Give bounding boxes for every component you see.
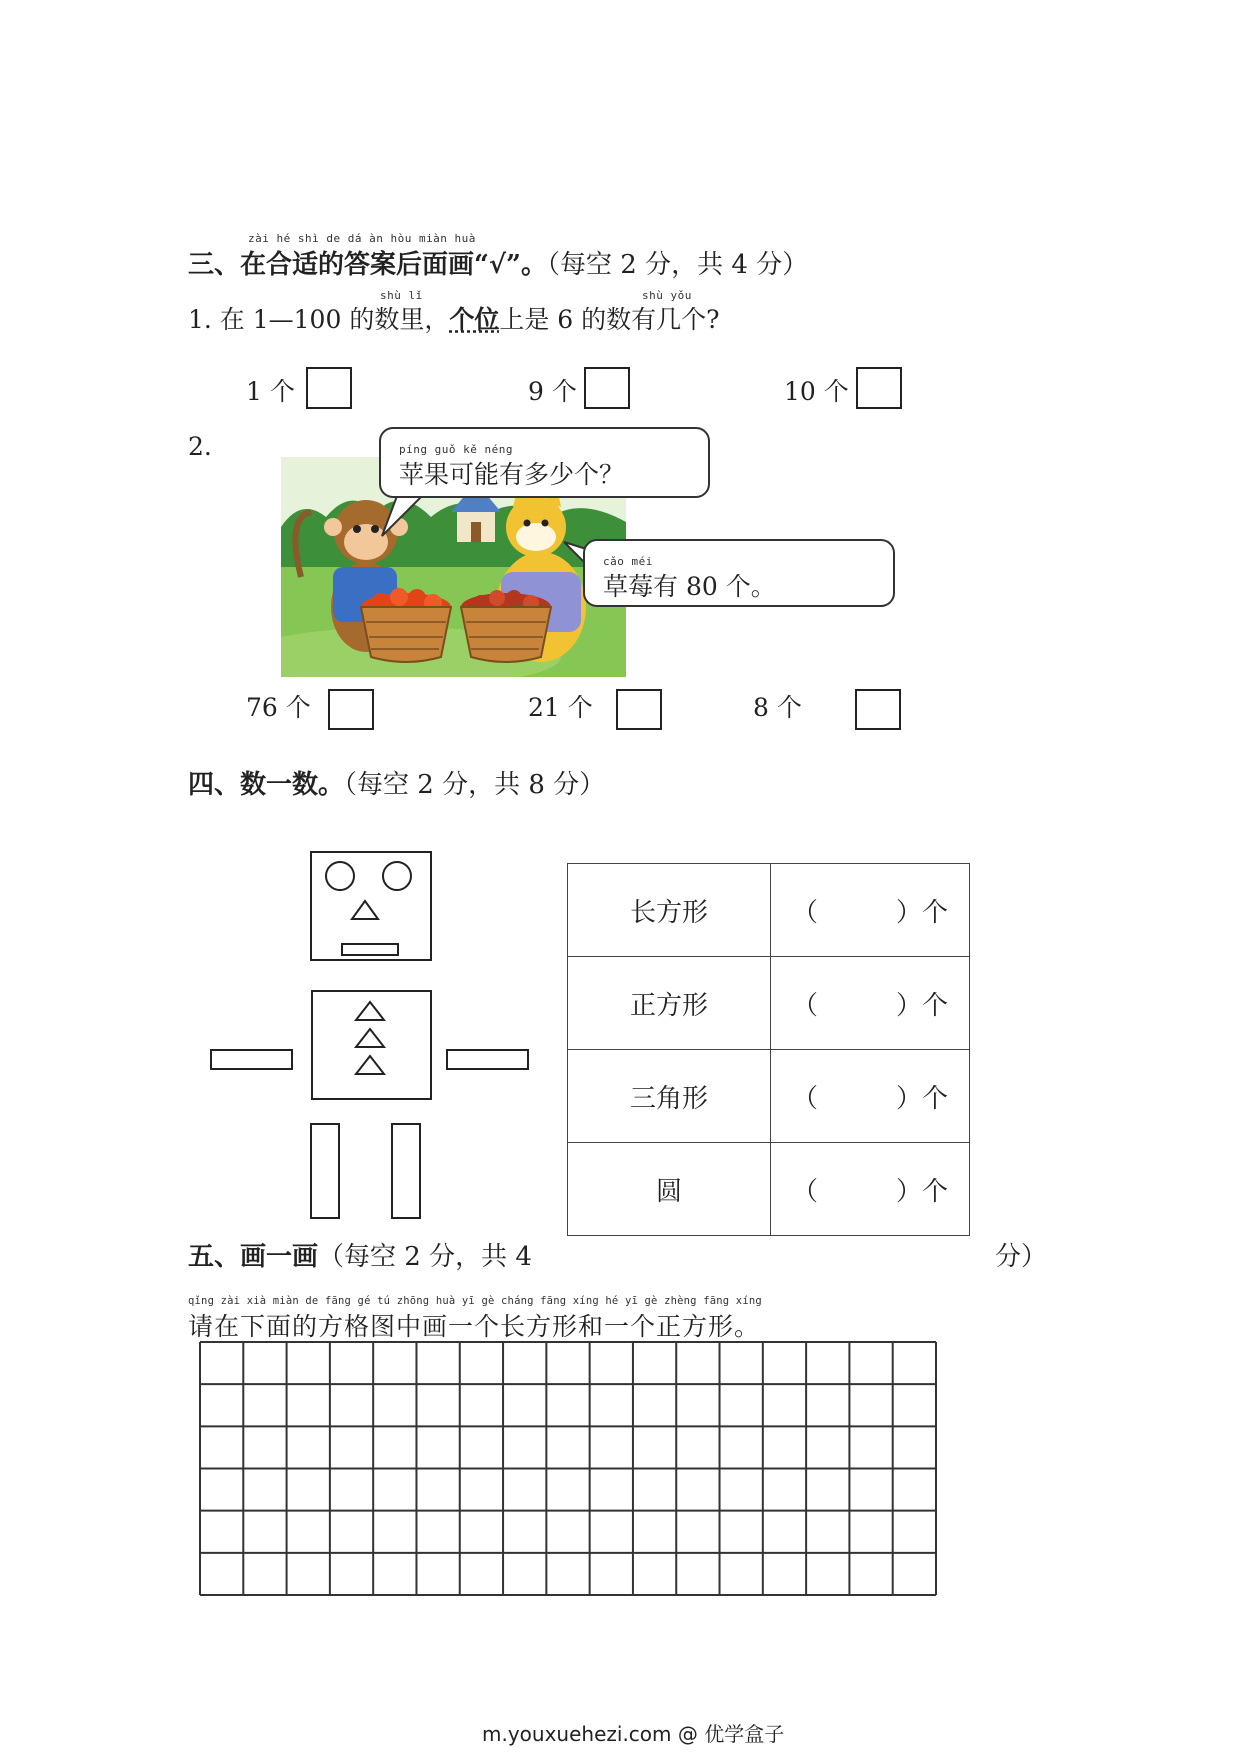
count-shape-label: 正方形 [568,957,771,1050]
q2-option-3-label: 8 个 [753,693,802,722]
section4-heading [188,764,605,801]
robot-body-triangle-3 [356,1056,384,1074]
q1-option-2-label: 9 个 [528,377,577,406]
q1-option-2-checkbox[interactable] [584,367,630,409]
count-shape-label: 三角形 [568,1050,771,1143]
count-row [568,1050,970,1143]
q2-option-1-label: 76 个 [246,693,311,722]
q1-option-3-checkbox[interactable] [856,367,902,409]
section5-instruction-pinyin: qǐng zài xià miàn de fāng gé tú zhōng huà yī gè cháng fāng xíng hé yī gè zhèng fāng xíng [188,1295,762,1307]
section4-heading-note: （每空 2 分，共 8 分） [344,770,606,800]
section5-heading-title: 五、画一画 [188,1242,319,1272]
footer [482,1718,784,1747]
q1-pinyin-a: shù lǐ [380,289,423,302]
robot-body-triangle-1 [356,1002,384,1020]
section3-heading-title: 三、在合适的答案后面画“√”。 [188,250,547,280]
section4-heading-title: 四、数一数。 [188,770,345,800]
footer-brand: 优学盒子 [704,1722,785,1746]
robot-mouth-rectangle [342,944,398,955]
count-answer-blank[interactable]: （ ）个 [771,1050,970,1143]
footer-site[interactable]: m.youxuehezi.com [482,1722,672,1746]
q1-question [188,300,720,336]
speech-bubble-2 [583,539,895,607]
robot-body-square [312,991,431,1099]
bubble1-text: 苹果可能有多少个？ [399,460,625,489]
section5-heading [188,1236,532,1273]
count-row [568,957,970,1050]
count-row [568,864,970,957]
robot-eye-left [326,862,354,890]
robot-leg-left [311,1124,339,1218]
q1-option-1-label: 1 个 [246,377,295,406]
drawing-grid[interactable] [199,1341,939,1596]
count-shape-label: 圆 [568,1143,771,1236]
q2-number: 2. [188,432,212,461]
section3-heading [188,244,808,281]
robot-body-triangle-2 [356,1029,384,1047]
q2-option-3-checkbox[interactable] [855,689,901,730]
count-shape-label: 长方形 [568,864,771,957]
robot-figure [205,850,535,1230]
count-answer-blank[interactable]: （ ）个 [771,1143,970,1236]
footer-at: @ [677,1722,698,1746]
count-answer-blank[interactable]: （ ）个 [771,957,970,1050]
section3-heading-note: （每空 2 分，共 4 分） [547,250,809,280]
bubble2-pinyin: cǎo méi [603,555,653,568]
speech-bubble-1 [379,427,710,498]
q1-emphasis: 个位 [449,305,500,334]
count-answer-blank[interactable]: （ ）个 [771,864,970,957]
count-table [567,863,970,1236]
robot-eye-right [383,862,411,890]
q2-option-2-label: 21 个 [528,693,593,722]
robot-arm-right [447,1050,528,1069]
q1-pinyin-b: shù yǒu [642,289,692,302]
count-row [568,1143,970,1236]
q1-option-1-checkbox[interactable] [306,367,352,409]
robot-leg-right [392,1124,420,1218]
q1-option-3-label: 10 个 [784,377,849,406]
section3-heading-pinyin: zài hé shì de dá àn hòu miàn huà [248,232,476,245]
bubble1-pinyin: píng guǒ kě néng [399,443,513,456]
q1-text-a: 1. 在 1—100 的数里， [188,305,450,334]
q2-option-2-checkbox[interactable] [616,689,662,730]
section5-heading-note: （每空 2 分，共 4 [318,1242,532,1272]
bubble2-text: 草莓有 80 个。 [603,572,776,601]
q2-option-1-checkbox[interactable] [328,689,374,730]
robot-nose-triangle [352,901,378,919]
section5-instruction: 请在下面的方格图中画一个长方形和一个正方形。 [188,1312,761,1341]
section5-heading-note-end: 分） [995,1242,1048,1272]
robot-arm-left [211,1050,292,1069]
q1-text-b: 上是 6 的数有几个? [499,305,720,334]
